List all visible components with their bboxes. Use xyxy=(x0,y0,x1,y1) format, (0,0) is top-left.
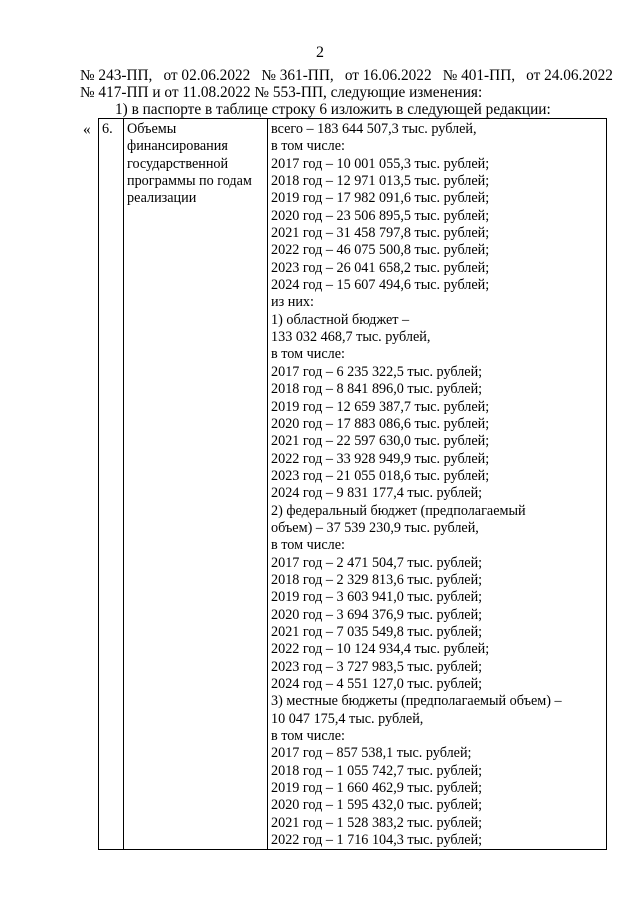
row-name-cell xyxy=(124,119,268,850)
funding-line: 2018 год – 8 841 896,0 тыс. рублей; xyxy=(271,381,483,398)
row-name: Объемы финансирования государственной программы по годам реализации xyxy=(127,121,252,207)
opening-quote: « xyxy=(83,121,91,138)
funding-line: 2019 год – 12 659 387,7 тыс. рублей; xyxy=(271,398,490,415)
funding-line: 2022 год – 46 075 500,8 тыс. рублей; xyxy=(271,242,490,259)
row-number-cell xyxy=(99,119,124,850)
funding-line: 2018 год – 12 971 013,5 тыс. рублей; xyxy=(271,173,490,190)
intro-token: № 401-ПП, xyxy=(442,67,516,84)
funding-line: 2024 год – 15 607 494,6 тыс. рублей; xyxy=(271,277,490,294)
funding-line: 2022 год – 33 928 949,9 тыс. рублей; xyxy=(271,450,490,467)
passport-table xyxy=(98,118,607,850)
funding-line: 1) областной бюджет – xyxy=(271,311,410,328)
funding-line: 3) местные бюджеты (предполагаемый объем) – xyxy=(271,693,562,710)
funding-line: 2019 год – 17 982 091,6 тыс. рублей; xyxy=(271,190,490,207)
funding-line: 2020 год – 1 595 432,0 тыс. рублей; xyxy=(271,797,483,814)
funding-line: 2019 год – 1 660 462,9 тыс. рублей; xyxy=(271,780,483,797)
funding-line: 2022 год – 10 124 934,4 тыс. рублей; xyxy=(271,641,490,658)
funding-line: в том числе: xyxy=(271,138,345,155)
table-row xyxy=(99,119,607,850)
funding-line: 10 047 175,4 тыс. рублей, xyxy=(271,710,424,727)
funding-line: в том числе: xyxy=(271,346,345,363)
funding-line: 2017 год – 6 235 322,5 тыс. рублей; xyxy=(271,363,483,380)
funding-line: всего – 183 644 507,3 тыс. рублей, xyxy=(271,121,477,137)
funding-line: 2021 год – 31 458 797,8 тыс. рублей; xyxy=(271,225,490,242)
row-number: 6. xyxy=(102,121,113,137)
funding-line: 133 032 468,7 тыс. рублей, xyxy=(271,329,431,346)
funding-line: 2023 год – 21 055 018,6 тыс. рублей; xyxy=(271,467,490,484)
funding-line: 2020 год – 17 883 086,6 тыс. рублей; xyxy=(271,415,490,432)
funding-line: 2024 год – 9 831 177,4 тыс. рублей; xyxy=(271,485,483,502)
funding-line: объем) – 37 539 230,9 тыс. рублей, xyxy=(271,519,479,536)
funding-line: 2023 год – 3 727 983,5 тыс. рублей; xyxy=(271,658,483,675)
intro-token: от 24.06.2022 xyxy=(526,67,613,84)
funding-line: 2018 год – 1 055 742,7 тыс. рублей; xyxy=(271,762,483,779)
funding-line: 2) федеральный бюджет (предполагаемый xyxy=(271,502,526,519)
page-number: 2 xyxy=(316,44,324,61)
intro-token: от 02.06.2022 xyxy=(163,67,251,84)
intro-token: № 243-ПП, xyxy=(80,67,153,84)
row-value-cell xyxy=(268,119,607,850)
intro-line-3: 1) в паспорте в таблице строку 6 изложить в следующей редакции: xyxy=(115,101,551,118)
intro-line-1 xyxy=(80,67,613,85)
intro-token: от 16.06.2022 xyxy=(344,67,432,84)
funding-line: в том числе: xyxy=(271,728,345,745)
funding-line: в том числе: xyxy=(271,537,345,554)
funding-line: 2022 год – 1 716 104,3 тыс. рублей; xyxy=(271,832,483,849)
row-value-lines xyxy=(271,121,603,849)
funding-line: 2020 год – 23 506 895,5 тыс. рублей; xyxy=(271,207,490,224)
funding-line: 2017 год – 857 538,1 тыс. рублей; xyxy=(271,745,472,762)
intro-token: № 361-ПП, xyxy=(261,67,334,84)
funding-line: 2019 год – 3 603 941,0 тыс. рублей; xyxy=(271,589,483,606)
funding-line: 2021 год – 7 035 549,8 тыс. рублей; xyxy=(271,623,483,640)
funding-line: 2024 год – 4 551 127,0 тыс. рублей; xyxy=(271,676,483,692)
funding-line: 2023 год – 26 041 658,2 тыс. рублей; xyxy=(271,259,490,276)
funding-line: 2021 год – 22 597 630,0 тыс. рублей; xyxy=(271,433,490,450)
funding-line: 2017 год – 10 001 055,3 тыс. рублей; xyxy=(271,155,490,172)
intro-line-2: № 417-ПП и от 11.08.2022 № 553-ПП, следующие изменения: xyxy=(80,84,483,101)
funding-line: 2020 год – 3 694 376,9 тыс. рублей; xyxy=(271,606,483,623)
funding-line: 2018 год – 2 329 813,6 тыс. рублей; xyxy=(271,571,483,588)
funding-line: 2017 год – 2 471 504,7 тыс. рублей; xyxy=(271,554,483,571)
funding-line: 2021 год – 1 528 383,2 тыс. рублей; xyxy=(271,814,483,831)
funding-line: из них: xyxy=(271,294,314,311)
